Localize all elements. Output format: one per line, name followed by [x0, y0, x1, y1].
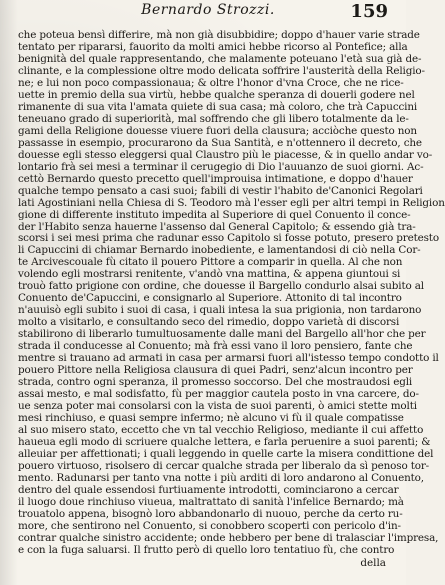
text-line: mesi rinchiuso, e quasi sempre infermo; nè alcuno vi fù il quale compatisse [18, 412, 404, 424]
catchword: della [360, 556, 386, 569]
text-line: clinante, e la complessione oltre modo delicata soffrire l'austerità della Religio- [18, 64, 425, 77]
text-line: passasse in esempio, procurarono da Sua Santità, e n'ottennero il decreto, che [18, 136, 422, 149]
page-header [18, 0, 398, 30]
text-line: lontario frà sei mesi a terminar il cerugegio di Dio l'auuanzo de suoi giorni. Ac- [18, 160, 424, 173]
text-line: mentre si trauano ad armati in casa per armarsi fuori all'istesso tempo condotto il [18, 352, 439, 365]
text-line: volendo egli mostrarsi renitente, v'andò vna mattina, & appena giuntoui si [18, 268, 401, 281]
text-line: der l'Habito senza hauerne l'assenso dal General Capitolo; & essendo già tra- [18, 220, 416, 233]
text-line: strada il conducesse al Conuento; mà frà essi vano il loro pensiero, fante che [18, 340, 413, 353]
text-line: lati Agostiniani nella Chiesa di S. Teodoro mà l'esser egli per altri tempi in Religion [18, 196, 445, 209]
text-line: assai mesto, e mal sodisfatto, fù per maggior cautela posto in vna carcere, do- [18, 388, 419, 401]
page-number: 159 [350, 1, 388, 22]
text-line: tentato per ripararsi, fauorito da molti amici hebbe ricorso al Pontefice; alla [18, 40, 408, 53]
text-line: gami della Religione douesse viuere fuori della clausura; acciòche questo non [18, 124, 417, 137]
text-line: scorsi i sei mesi prima che radunar esso Capitolo si fosse potuto, presero pretesto [18, 232, 439, 245]
text-line: alleuiar per affettionati; i quali leggendo in quelle carte la misera condittione del [18, 447, 434, 460]
text-line: Conuento de'Capuccini, e consignarlo al Superiore. Attonito di tal incontro [18, 292, 402, 305]
text-line: che poteua bensì differire, mà non già disubbidire; doppo d'hauer varie strade [18, 29, 420, 41]
text-line: molto a visitarlo, e consultando seco del rimedio, doppo varietà di discorsi [18, 316, 400, 329]
text-line: mento. Radunarsi per tanto vna notte i più arditi di loro andarono al Conuento, [18, 471, 424, 484]
text-line: more, che sentirono nel Conuento, si conobbero scoperti con pericolo d'in- [18, 519, 401, 532]
text-line: contrar qualche sinistro accidente; onde hebbero per bene di tralasciar l'impresa, [18, 531, 439, 544]
text-line: n'auuisò egli subito i suoi di casa, i quali intesa la sua prigionia, non tardarono [18, 304, 422, 317]
text-line: stabilirono di liberarlo tumultuosamente dalle mani del Bargello all'hor che per [18, 328, 426, 341]
text-line: gione di differente instituto impedita al Superiore di quel Conuento il conce- [18, 208, 411, 221]
text-line: strada, contro ogni speranza, il promesso soccorso. Del che mostraudosi egli [18, 376, 413, 389]
text-line: rimanente di sua vita l'amata quiete di sua casa; mà coloro, che trà Capuccini [18, 100, 418, 113]
text-line: teneuano grado di superiorità, mal soffrendo che gli libero totalmente da le- [18, 112, 409, 125]
text-line: il luogo doue rinchiuso viueua, maltrattato di sanità l'infelice Bernardo; mà [18, 495, 404, 508]
text-line: e con la fuga saluarsi. Il frutto però di quello loro tentatiuo fù, che contro [18, 543, 395, 556]
text-line: ne; e lui non poco compassionaua; & oltre l'honor d'vna Croce, che ne rice- [18, 76, 404, 89]
text-line: trouatolo appena, bisognò loro abbandonarlo di nuouo, perche da certo ru- [18, 507, 403, 520]
text-line: qualche tempo pensato a casi suoi; fabili di vestir l'habito de'Canonici Regolari [18, 184, 423, 197]
text-line: uette in premio della sua virtù, hebbe qualche speranza di douerli godere nel [18, 88, 415, 101]
body-text [18, 29, 445, 557]
text-line: pouero virtuoso, risolsero di cercar qualche strada per liberalo da sì penoso tor- [18, 459, 430, 472]
text-line: douesse egli stesso eleggersi qual Claustro più le piacesse, & in quello andar vo- [18, 148, 433, 161]
text-line: al suo misero stato, eccetto che vn tal vecchio Religioso, mediante il cui affetto [18, 423, 424, 436]
text-line: dentro del quale essendosi furtiuamente introdotti, cominciarono a cercar [18, 483, 399, 496]
running-head: Bernardo Strozzi. [141, 2, 275, 18]
text-line: pouero Pittore nella Religiosa clausura di quei Padri, senz'alcun incontro per [18, 364, 413, 377]
text-line: te Arcivescouale fù citato il pouero Pittore a comparir in quella. Al che non [18, 256, 403, 269]
text-line: li Capuccini di chiamar Bernardo inobediente, e lamentandosi di ciò nella Cor- [18, 244, 421, 257]
text-line: trouò fatto prigione con ordine, che douesse il Bargello condurlo alsai subito al [18, 280, 424, 293]
text-line: haueua egli modo di scriuere qualche lettera, e farla peruenire a suoi parenti; & [18, 435, 431, 448]
text-line: cettò Bernardo questo precetto quell'improuisa intimatione, e doppo d'hauer [18, 172, 413, 185]
text-line: ue senza poter mai consolarsi con la vista de suoi parenti, ò amici stette molti [18, 400, 417, 413]
text-line: benignità del quale rappresentando, che malamente poteuano l'età sua già de- [18, 52, 422, 65]
page-footer [18, 557, 398, 571]
